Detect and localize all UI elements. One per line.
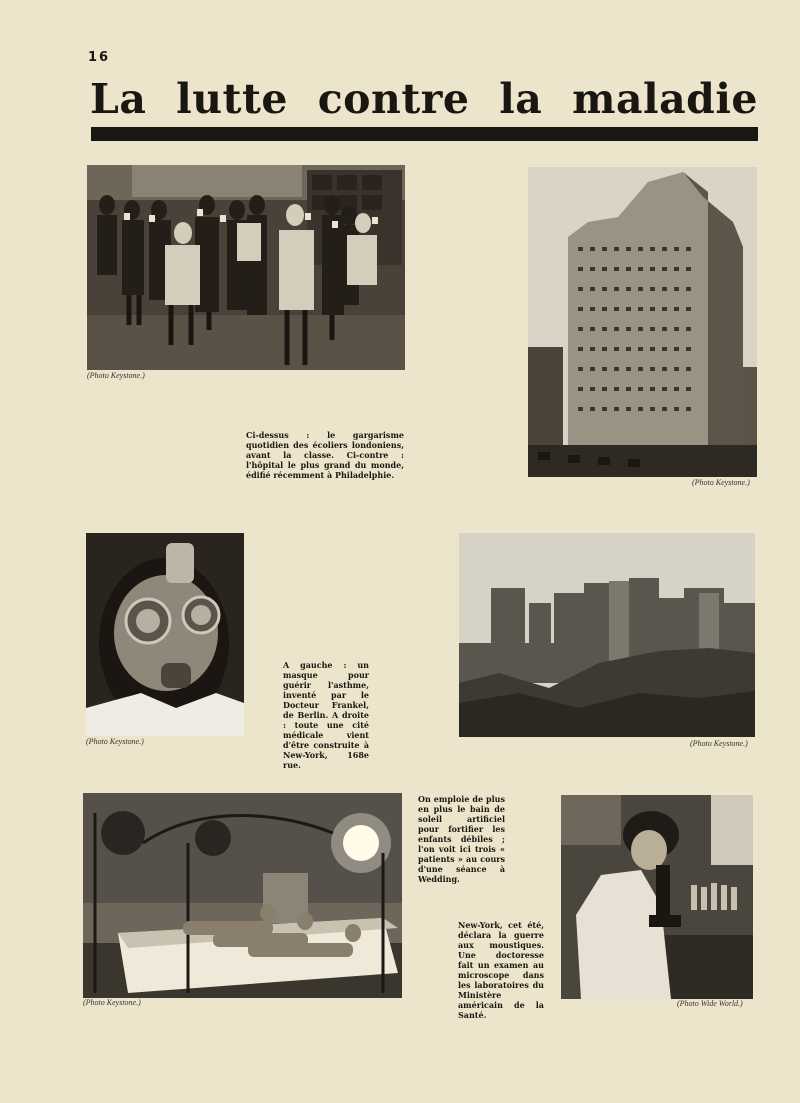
caption-top: Ci-dessus : le gargarisme quotidien des écoliers londoniens, avant la classe. Ci-contre : l'hôpital le plus grand du monde, édifié récemment à Philadelphie. (246, 430, 404, 480)
photo-schoolchildren-gargling (87, 165, 405, 370)
photo-credit: (Photo Keystone.) (86, 737, 144, 746)
title-rule (91, 127, 758, 141)
photo-credit: (Photo Wide World.) (677, 999, 743, 1008)
photo-sun-bath (83, 793, 402, 998)
caption-new-york: New-York, cet été, déclara la guerre aux moustiques. Une doctoresse fait un examen au microscope dans les laboratoires du Ministère américain de la Santé. (458, 920, 544, 1020)
photo-microscope-lab (561, 795, 753, 999)
photo-credit: (Photo Keystone.) (690, 739, 748, 748)
photo-asthma-mask (86, 533, 244, 736)
caption-middle: A gauche : un masque pour guérir l'asthme, inventé par le Docteur Frankel, de Berlin. A droite : toute une cité médicale vient d'être construite à New-York, 168e rue. (283, 660, 369, 770)
photo-credit: (Photo Keystone.) (83, 998, 141, 1007)
page-number: 16 (88, 50, 111, 65)
caption-sun-bath: On emploie de plus en plus le bain de soleil artificiel pour fortifier les enfants débiles ; l'on voit ici trois « patients » au cours d'une séance à Wedding. (418, 794, 505, 884)
page-title: La lutte contre la maladie (90, 75, 758, 123)
photo-medical-city (459, 533, 755, 737)
photo-credit: (Photo Keystone.) (692, 478, 750, 487)
photo-credit: (Photo Keystone.) (87, 371, 145, 380)
photo-hospital-building (528, 167, 757, 477)
